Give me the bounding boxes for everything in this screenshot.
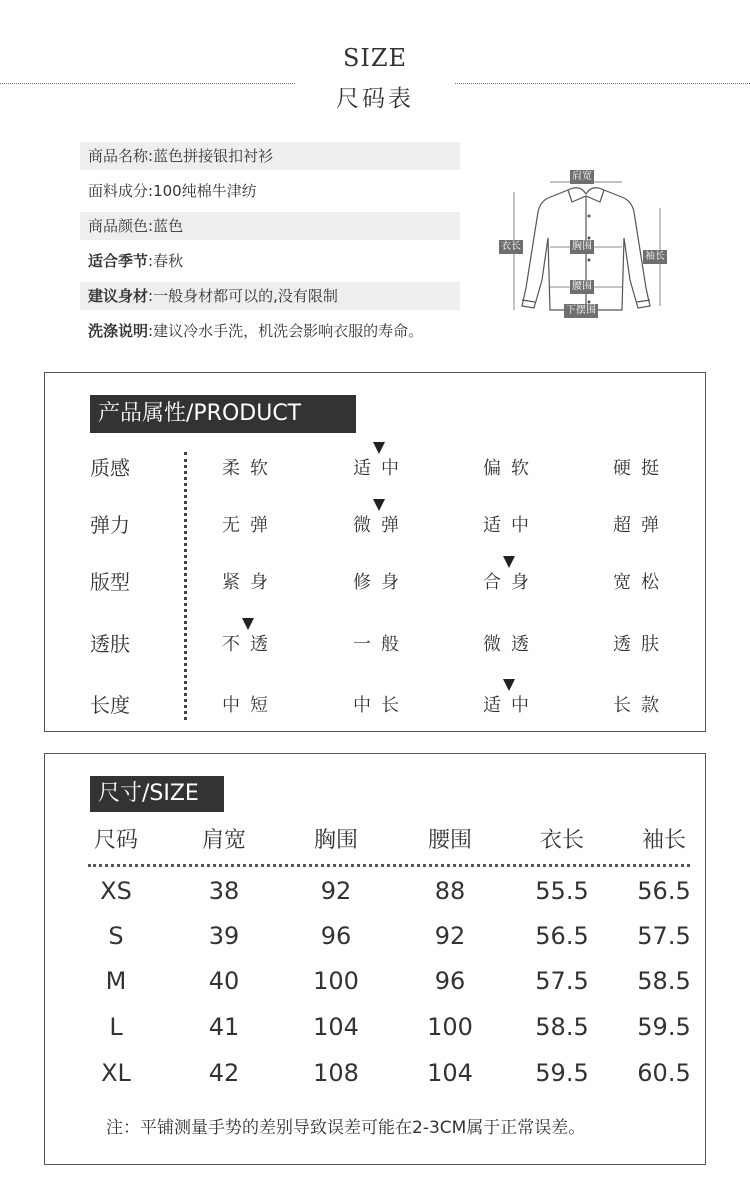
page-title-cn: 尺码表 <box>336 86 414 112</box>
attribute-option: 适中 <box>483 515 539 536</box>
size-table-cell: 58.5 <box>535 1013 589 1041</box>
size-table-cell: 39 <box>208 922 240 950</box>
info-value: 100纯棉牛津纺 <box>153 182 257 200</box>
size-table-cell: M <box>105 967 127 995</box>
attribute-option: 硬挺 <box>613 458 669 479</box>
page-title-en: SIZE <box>342 44 408 72</box>
size-table-title: 尺寸/SIZE <box>90 776 224 812</box>
info-value: 蓝色 <box>153 217 184 235</box>
info-value: 蓝色拼接银扣衬衫 <box>153 147 274 165</box>
attribute-option: 中长 <box>353 695 409 716</box>
info-row <box>80 247 460 275</box>
size-table-cell: 96 <box>434 967 466 995</box>
info-separator: : <box>148 182 154 200</box>
size-note: 注：平铺测量手势的差别导致误差可能在2-3CM属于正常误差。 <box>106 1118 586 1138</box>
size-table-cell: 57.5 <box>535 967 589 995</box>
size-table-cell: 88 <box>434 877 466 905</box>
size-table-cell: 41 <box>208 1013 240 1041</box>
attribute-option: 合身 <box>483 572 539 593</box>
info-key: 建议身材 <box>88 287 149 305</box>
size-table-cell: 42 <box>208 1059 240 1087</box>
size-column-header: 衣长 <box>539 828 584 853</box>
size-table-cell: XL <box>101 1059 131 1087</box>
size-table-cell: L <box>109 1013 123 1041</box>
info-key: 商品颜色 <box>88 217 149 235</box>
size-table-cell: 100 <box>427 1013 473 1041</box>
size-table-cell: 55.5 <box>535 877 589 905</box>
attribute-option: 宽松 <box>613 572 669 593</box>
diagram-label-hem: 下摆围 <box>566 305 596 316</box>
size-table-cell: 56.5 <box>535 922 589 950</box>
info-key: 洗涤说明 <box>88 322 149 340</box>
size-table-cell: 40 <box>208 967 240 995</box>
size-table-cell: 100 <box>313 967 359 995</box>
size-table-cell: 96 <box>320 922 352 950</box>
diagram-label-chest: 胸围 <box>572 241 592 252</box>
size-table-cell: S <box>108 922 124 950</box>
size-table-cell: 56.5 <box>637 877 691 905</box>
info-value: 春秋 <box>153 252 184 270</box>
size-table-cell: 59.5 <box>535 1059 589 1087</box>
selected-marker-icon <box>503 679 515 691</box>
selected-marker-icon <box>242 618 254 630</box>
product-attributes-title: 产品属性/PRODUCT <box>90 395 356 433</box>
size-table-cell: 104 <box>313 1013 359 1041</box>
attribute-name: 长度 <box>90 693 130 717</box>
size-column-header: 肩宽 <box>201 828 246 853</box>
attribute-option: 无弹 <box>222 515 278 536</box>
info-row <box>80 212 460 240</box>
selected-marker-icon <box>373 499 385 511</box>
attribute-name: 弹力 <box>90 513 130 537</box>
attribute-option: 紧身 <box>222 572 278 593</box>
attribute-option: 不透 <box>222 634 278 655</box>
size-table-cell: 38 <box>208 877 240 905</box>
info-key: 商品名称 <box>88 147 149 165</box>
info-separator: : <box>148 147 154 165</box>
attribute-option: 长款 <box>613 695 669 716</box>
attribute-name: 版型 <box>90 570 130 594</box>
size-table-cell: 60.5 <box>637 1059 691 1087</box>
size-column-header: 胸围 <box>313 828 358 853</box>
info-separator: : <box>148 322 154 340</box>
diagram-label-length: 衣长 <box>501 241 521 252</box>
info-value: 一般身材都可以的,没有限制 <box>153 287 338 305</box>
size-table-cell: 92 <box>320 877 352 905</box>
attribute-option: 透肤 <box>613 634 669 655</box>
size-column-header: 袖长 <box>641 828 686 853</box>
attribute-option: 适中 <box>483 695 539 716</box>
size-table-cell: XS <box>100 877 132 905</box>
attribute-name: 质感 <box>90 456 130 480</box>
attribute-name: 透肤 <box>90 632 130 656</box>
size-column-header: 尺码 <box>93 828 138 853</box>
size-table-cell: 104 <box>427 1059 473 1087</box>
info-row <box>80 282 460 310</box>
size-header-divider <box>88 864 690 867</box>
info-separator: : <box>148 287 154 305</box>
attribute-option: 适中 <box>353 458 409 479</box>
selected-marker-icon <box>373 442 385 454</box>
selected-marker-icon <box>503 556 515 568</box>
size-table-cell: 59.5 <box>637 1013 691 1041</box>
info-row <box>80 317 460 345</box>
diagram-label-sleeve: 袖长 <box>645 251 665 262</box>
attribute-option: 超弹 <box>613 515 669 536</box>
info-row <box>80 142 460 170</box>
attribute-option: 微弹 <box>353 515 409 536</box>
attributes-divider <box>184 452 187 720</box>
attribute-option: 一般 <box>353 634 409 655</box>
info-separator: : <box>148 252 154 270</box>
size-table-cell: 108 <box>313 1059 359 1087</box>
size-column-header: 腰围 <box>427 828 472 853</box>
size-table-cell: 92 <box>434 922 466 950</box>
attribute-option: 柔软 <box>222 458 278 479</box>
size-table-box <box>44 753 706 1165</box>
info-key: 适合季节 <box>88 252 149 270</box>
attribute-option: 中短 <box>222 695 278 716</box>
attribute-option: 修身 <box>353 572 409 593</box>
size-table-cell: 57.5 <box>637 922 691 950</box>
info-key: 面料成分 <box>88 182 149 200</box>
info-row <box>80 177 460 205</box>
shirt-measurement-diagram <box>496 168 676 318</box>
diagram-label-waist: 腰围 <box>572 281 592 292</box>
info-separator: : <box>148 217 154 235</box>
attribute-option: 微透 <box>483 634 539 655</box>
info-value: 建议冷水手洗，机洗会影响衣服的寿命。 <box>153 322 424 340</box>
size-table-cell: 58.5 <box>637 967 691 995</box>
attribute-option: 偏软 <box>483 458 539 479</box>
diagram-label-shoulder: 肩宽 <box>572 171 592 182</box>
